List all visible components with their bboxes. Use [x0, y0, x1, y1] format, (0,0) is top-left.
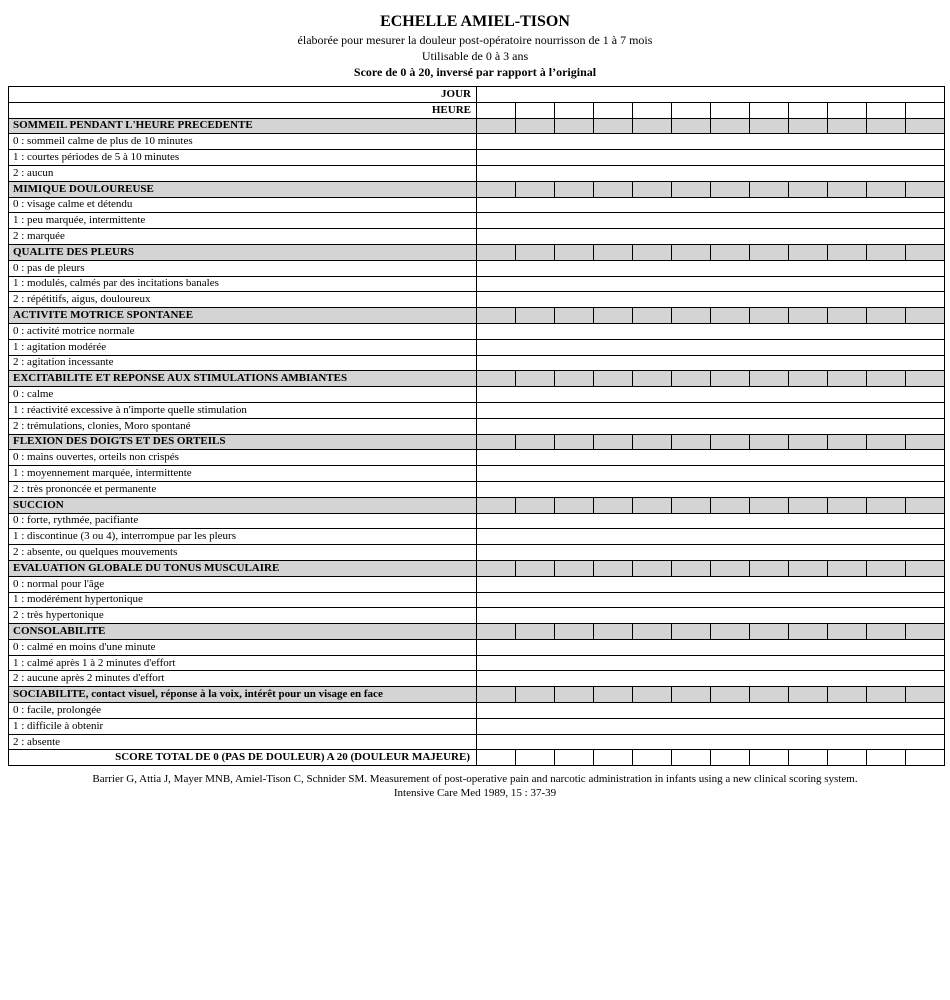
total-score-cell[interactable] [672, 750, 711, 766]
criterion-label: 2 : absente, ou quelques mouvements [9, 545, 477, 561]
hour-cell[interactable] [828, 102, 867, 118]
section-score-cell[interactable] [711, 560, 750, 576]
section-score-cell[interactable] [828, 371, 867, 387]
section-score-cell[interactable] [594, 560, 633, 576]
criterion-label: 0 : activité motrice normale [9, 323, 477, 339]
section-score-cell[interactable] [750, 371, 789, 387]
criterion-label: 0 : forte, rythmée, pacifiante [9, 513, 477, 529]
criterion-row [9, 134, 945, 150]
day-row [9, 87, 945, 103]
hour-label: HEURE [9, 102, 477, 118]
criterion-row [9, 529, 945, 545]
section-score-cell[interactable] [555, 624, 594, 640]
section-score-cell[interactable] [789, 308, 828, 324]
citation [0, 772, 950, 800]
section-score-cell[interactable] [906, 687, 945, 703]
section-score-cell[interactable] [555, 308, 594, 324]
criterion-label: 2 : très prononcée et permanente [9, 481, 477, 497]
total-score-cell[interactable] [750, 750, 789, 766]
score-range: Score de 0 à 20, inversé par rapport à l’original [353, 65, 597, 79]
section-score-cell[interactable] [594, 308, 633, 324]
section-score-cell[interactable] [594, 181, 633, 197]
criterion-row [9, 592, 945, 608]
empty-score-area [477, 276, 945, 292]
criterion-label: 2 : aucune après 2 minutes d'effort [9, 671, 477, 687]
section-score-cell[interactable] [633, 308, 672, 324]
hour-cell[interactable] [594, 102, 633, 118]
section-score-cell[interactable] [828, 181, 867, 197]
section-score-cell[interactable] [711, 244, 750, 260]
empty-score-area [477, 671, 945, 687]
empty-score-area [477, 703, 945, 719]
empty-score-area [477, 197, 945, 213]
hour-row [9, 102, 945, 118]
hour-cell[interactable] [516, 102, 555, 118]
section-header-row [9, 181, 945, 197]
hour-cell[interactable] [555, 102, 594, 118]
section-header-row [9, 371, 945, 387]
criterion-row [9, 545, 945, 561]
section-score-cell[interactable] [906, 624, 945, 640]
section-score-cell[interactable] [828, 624, 867, 640]
section-score-cell[interactable] [711, 497, 750, 513]
empty-score-area [477, 150, 945, 166]
criterion-label: 0 : pas de pleurs [9, 260, 477, 276]
total-score-cell[interactable] [516, 750, 555, 766]
criterion-label: 1 : calmé après 1 à 2 minutes d'effort [9, 655, 477, 671]
criterion-row [9, 323, 945, 339]
section-header-row [9, 308, 945, 324]
section-header-row [9, 687, 945, 703]
criterion-label: 1 : courtes périodes de 5 à 10 minutes [9, 150, 477, 166]
section-score-cell[interactable] [750, 624, 789, 640]
section-score-cell[interactable] [828, 244, 867, 260]
empty-score-area [477, 387, 945, 403]
empty-score-area [477, 418, 945, 434]
criterion-label: 2 : agitation incessante [9, 355, 477, 371]
empty-score-area [477, 513, 945, 529]
section-score-cell[interactable] [516, 181, 555, 197]
total-score-cell[interactable] [906, 750, 945, 766]
criterion-label: 2 : répétitifs, aigus, douloureux [9, 292, 477, 308]
empty-score-area [477, 639, 945, 655]
criterion-row [9, 165, 945, 181]
hour-cell[interactable] [906, 102, 945, 118]
section-score-cell[interactable] [867, 560, 906, 576]
section-score-cell[interactable] [672, 497, 711, 513]
section-score-cell[interactable] [672, 371, 711, 387]
criterion-label: 0 : facile, prolongée [9, 703, 477, 719]
total-score-cell[interactable] [477, 750, 516, 766]
section-title: ACTIVITE MOTRICE SPONTANEE [9, 308, 477, 324]
empty-score-area [477, 134, 945, 150]
empty-score-area [477, 718, 945, 734]
criterion-row [9, 639, 945, 655]
hour-cell[interactable] [789, 102, 828, 118]
section-score-cell[interactable] [516, 371, 555, 387]
criterion-label: 0 : sommeil calme de plus de 10 minutes [9, 134, 477, 150]
criterion-row [9, 718, 945, 734]
empty-score-area [477, 260, 945, 276]
criterion-row [9, 671, 945, 687]
section-header-row [9, 497, 945, 513]
criterion-row [9, 608, 945, 624]
section-score-cell[interactable] [750, 497, 789, 513]
section-score-cell[interactable] [594, 371, 633, 387]
section-title: SOCIABILITE, contact visuel, réponse à la voix, intérêt pour un visage en face [9, 687, 477, 703]
citation-line-2: Intensive Care Med 1989, 15 : 37-39 [393, 787, 557, 799]
section-score-cell[interactable] [828, 434, 867, 450]
criterion-row [9, 402, 945, 418]
criterion-label: 0 : calmé en moins d'une minute [9, 639, 477, 655]
section-score-cell[interactable] [906, 181, 945, 197]
criterion-label: 1 : peu marquée, intermittente [9, 213, 477, 229]
usable-age: Utilisable de 0 à 3 ans [421, 49, 529, 63]
section-score-cell[interactable] [867, 434, 906, 450]
section-score-cell[interactable] [711, 434, 750, 450]
empty-score-area [477, 734, 945, 750]
total-score-cell[interactable] [633, 750, 672, 766]
section-score-cell[interactable] [906, 118, 945, 134]
section-score-cell[interactable] [594, 434, 633, 450]
empty-score-area [477, 655, 945, 671]
section-score-cell[interactable] [789, 434, 828, 450]
section-score-cell[interactable] [906, 308, 945, 324]
section-score-cell[interactable] [906, 244, 945, 260]
section-score-cell[interactable] [633, 371, 672, 387]
empty-score-area [477, 229, 945, 245]
section-score-cell[interactable] [711, 371, 750, 387]
section-score-cell[interactable] [594, 687, 633, 703]
section-score-cell[interactable] [633, 687, 672, 703]
section-score-cell[interactable] [789, 560, 828, 576]
section-score-cell[interactable] [867, 308, 906, 324]
criterion-label: 1 : moyennement marquée, intermittente [9, 466, 477, 482]
criterion-row [9, 655, 945, 671]
criterion-row [9, 703, 945, 719]
criterion-row [9, 150, 945, 166]
section-score-cell[interactable] [633, 181, 672, 197]
day-label: JOUR [9, 87, 477, 103]
criterion-row [9, 466, 945, 482]
empty-score-area [477, 323, 945, 339]
section-title: SUCCION [9, 497, 477, 513]
section-score-cell[interactable] [867, 181, 906, 197]
section-score-cell[interactable] [711, 624, 750, 640]
section-score-cell[interactable] [555, 181, 594, 197]
hour-cell[interactable] [750, 102, 789, 118]
section-header-row [9, 434, 945, 450]
section-score-cell[interactable] [555, 687, 594, 703]
section-score-cell[interactable] [789, 181, 828, 197]
section-score-cell[interactable] [477, 434, 516, 450]
section-score-cell[interactable] [516, 497, 555, 513]
hour-cell[interactable] [711, 102, 750, 118]
criterion-label: 1 : difficile à obtenir [9, 718, 477, 734]
empty-score-area [477, 545, 945, 561]
section-title: MIMIQUE DOULOUREUSE [9, 181, 477, 197]
section-score-cell[interactable] [711, 687, 750, 703]
section-score-cell[interactable] [594, 244, 633, 260]
hour-cell[interactable] [633, 102, 672, 118]
section-score-cell[interactable] [828, 118, 867, 134]
total-score-cell[interactable] [555, 750, 594, 766]
section-score-cell[interactable] [477, 497, 516, 513]
total-score-cell[interactable] [867, 750, 906, 766]
section-score-cell[interactable] [672, 118, 711, 134]
section-score-cell[interactable] [477, 624, 516, 640]
total-score-cell[interactable] [789, 750, 828, 766]
total-score-cell[interactable] [828, 750, 867, 766]
section-score-cell[interactable] [789, 624, 828, 640]
empty-score-area [477, 165, 945, 181]
section-score-cell[interactable] [750, 244, 789, 260]
section-score-cell[interactable] [750, 434, 789, 450]
section-score-cell[interactable] [789, 118, 828, 134]
hour-cell[interactable] [672, 102, 711, 118]
section-score-cell[interactable] [867, 624, 906, 640]
section-score-cell[interactable] [906, 371, 945, 387]
section-score-cell[interactable] [789, 497, 828, 513]
hour-cell[interactable] [477, 102, 516, 118]
section-score-cell[interactable] [867, 118, 906, 134]
criterion-label: 2 : absente [9, 734, 477, 750]
criterion-label: 2 : marquée [9, 229, 477, 245]
empty-score-area [477, 529, 945, 545]
section-score-cell[interactable] [477, 244, 516, 260]
criterion-label: 1 : agitation modérée [9, 339, 477, 355]
criterion-label: 0 : mains ouvertes, orteils non crispés [9, 450, 477, 466]
section-title: QUALITE DES PLEURS [9, 244, 477, 260]
section-score-cell[interactable] [672, 624, 711, 640]
section-score-cell[interactable] [672, 560, 711, 576]
total-score-cell[interactable] [594, 750, 633, 766]
section-score-cell[interactable] [828, 687, 867, 703]
criterion-row [9, 481, 945, 497]
total-row [9, 750, 945, 766]
section-score-cell[interactable] [828, 560, 867, 576]
total-score-cell[interactable] [711, 750, 750, 766]
empty-score-area [477, 608, 945, 624]
criterion-row [9, 213, 945, 229]
criterion-row [9, 387, 945, 403]
criterion-row [9, 339, 945, 355]
day-input-cell[interactable] [477, 87, 945, 103]
criterion-row [9, 513, 945, 529]
section-score-cell[interactable] [789, 371, 828, 387]
empty-score-area [477, 402, 945, 418]
section-score-cell[interactable] [828, 308, 867, 324]
section-score-cell[interactable] [867, 371, 906, 387]
section-score-cell[interactable] [555, 244, 594, 260]
section-title: CONSOLABILITE [9, 624, 477, 640]
criterion-label: 2 : trémulations, clonies, Moro spontané [9, 418, 477, 434]
section-score-cell[interactable] [867, 497, 906, 513]
subtitle: élaborée pour mesurer la douleur post-opératoire nourrisson de 1 à 7 mois [297, 33, 653, 47]
section-score-cell[interactable] [672, 244, 711, 260]
empty-score-area [477, 213, 945, 229]
section-score-cell[interactable] [633, 497, 672, 513]
criterion-row [9, 734, 945, 750]
section-score-cell[interactable] [477, 371, 516, 387]
citation-line-1: Barrier G, Attia J, Mayer MNB, Amiel-Tison C, Schnider SM. Measurement of post-operative pain and narcotic administration in infants using a new clinical scoring system. [92, 773, 858, 785]
section-score-cell[interactable] [516, 434, 555, 450]
section-score-cell[interactable] [477, 560, 516, 576]
section-score-cell[interactable] [516, 560, 555, 576]
section-score-cell[interactable] [711, 308, 750, 324]
section-score-cell[interactable] [828, 497, 867, 513]
section-score-cell[interactable] [555, 560, 594, 576]
section-score-cell[interactable] [477, 687, 516, 703]
section-score-cell[interactable] [633, 434, 672, 450]
section-score-cell[interactable] [750, 181, 789, 197]
pain-scale-table [8, 86, 945, 766]
section-score-cell[interactable] [750, 118, 789, 134]
criterion-row [9, 260, 945, 276]
empty-score-area [477, 592, 945, 608]
section-score-cell[interactable] [789, 687, 828, 703]
criterion-label: 1 : réactivité excessive à n'importe quelle stimulation [9, 402, 477, 418]
empty-score-area [477, 450, 945, 466]
empty-score-area [477, 481, 945, 497]
section-score-cell[interactable] [633, 560, 672, 576]
criterion-label: 2 : aucun [9, 165, 477, 181]
section-score-cell[interactable] [477, 118, 516, 134]
criterion-row [9, 576, 945, 592]
page-title: ECHELLE AMIEL-TISON [380, 13, 570, 30]
section-header-row [9, 118, 945, 134]
empty-score-area [477, 466, 945, 482]
total-score-label: SCORE TOTAL DE 0 (PAS DE DOULEUR) A 20 (DOULEUR MAJEURE) [9, 750, 477, 766]
empty-score-area [477, 339, 945, 355]
section-score-cell[interactable] [633, 624, 672, 640]
criterion-label: 0 : visage calme et détendu [9, 197, 477, 213]
section-title: SOMMEIL PENDANT L'HEURE PRECEDENTE [9, 118, 477, 134]
section-title: EXCITABILITE ET REPONSE AUX STIMULATIONS AMBIANTES [9, 371, 477, 387]
criterion-label: 0 : normal pour l'âge [9, 576, 477, 592]
section-score-cell[interactable] [555, 118, 594, 134]
criterion-label: 1 : discontinue (3 ou 4), interrompue par les pleurs [9, 529, 477, 545]
criterion-label: 2 : très hypertonique [9, 608, 477, 624]
section-score-cell[interactable] [555, 371, 594, 387]
section-score-cell[interactable] [711, 118, 750, 134]
section-score-cell[interactable] [906, 560, 945, 576]
empty-score-area [477, 355, 945, 371]
section-score-cell[interactable] [555, 434, 594, 450]
section-score-cell[interactable] [594, 497, 633, 513]
empty-score-area [477, 576, 945, 592]
section-score-cell[interactable] [672, 434, 711, 450]
section-score-cell[interactable] [750, 687, 789, 703]
section-score-cell[interactable] [516, 118, 555, 134]
criterion-row [9, 229, 945, 245]
criterion-row [9, 355, 945, 371]
section-score-cell[interactable] [633, 118, 672, 134]
empty-score-area [477, 292, 945, 308]
criterion-row [9, 450, 945, 466]
section-score-cell[interactable] [672, 181, 711, 197]
section-score-cell[interactable] [516, 308, 555, 324]
section-header-row [9, 560, 945, 576]
section-score-cell[interactable] [906, 434, 945, 450]
criterion-row [9, 418, 945, 434]
section-score-cell[interactable] [672, 308, 711, 324]
section-score-cell[interactable] [477, 308, 516, 324]
section-score-cell[interactable] [516, 624, 555, 640]
section-score-cell[interactable] [750, 308, 789, 324]
section-score-cell[interactable] [906, 497, 945, 513]
criterion-label: 1 : modérément hypertonique [9, 592, 477, 608]
section-score-cell[interactable] [711, 181, 750, 197]
section-score-cell[interactable] [789, 244, 828, 260]
section-header-row [9, 624, 945, 640]
section-score-cell[interactable] [633, 244, 672, 260]
criterion-row [9, 292, 945, 308]
section-header-row [9, 244, 945, 260]
section-score-cell[interactable] [594, 118, 633, 134]
section-score-cell[interactable] [555, 497, 594, 513]
section-score-cell[interactable] [867, 244, 906, 260]
section-score-cell[interactable] [867, 687, 906, 703]
section-score-cell[interactable] [750, 560, 789, 576]
section-score-cell[interactable] [477, 181, 516, 197]
section-score-cell[interactable] [516, 244, 555, 260]
section-title: FLEXION DES DOIGTS ET DES ORTEILS [9, 434, 477, 450]
section-score-cell[interactable] [672, 687, 711, 703]
section-score-cell[interactable] [516, 687, 555, 703]
criterion-row [9, 276, 945, 292]
criterion-label: 0 : calme [9, 387, 477, 403]
section-score-cell[interactable] [594, 624, 633, 640]
hour-cell[interactable] [867, 102, 906, 118]
criterion-row [9, 197, 945, 213]
criterion-label: 1 : modulés, calmés par des incitations banales [9, 276, 477, 292]
document-header [0, 0, 950, 80]
section-title: EVALUATION GLOBALE DU TONUS MUSCULAIRE [9, 560, 477, 576]
